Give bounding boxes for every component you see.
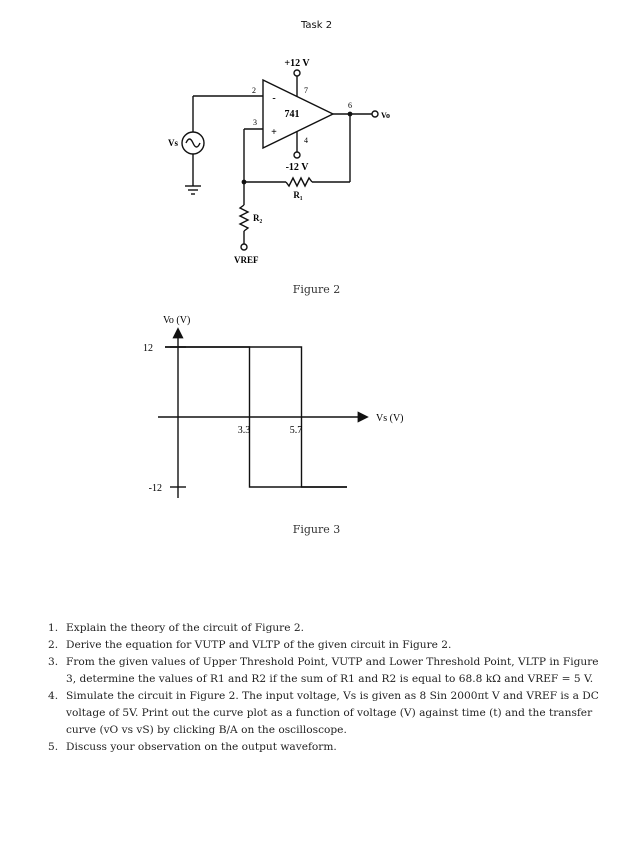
task-title: Task 2 [300,20,333,31]
pin-6-label: 6 [348,101,352,110]
question-text: From the given values of Upper Threshold Point, VUTP and Lower Threshold Point, VLTP in Figure 3, determine the values of R1 and R2 if the sum of R1 and R2 is equal to 68.8 kΩ and VREF = 5 V. [66,656,599,685]
supply-pos-terminal [294,70,300,76]
question-number: 2. [48,639,59,651]
r2-resistor [240,205,248,231]
question-list [48,620,608,756]
supply-neg-label: -12 V [285,162,309,173]
y-tick-high-label: 12 [143,343,153,354]
r2-label: R₂ [253,213,263,223]
opamp-label: 741 [284,109,300,120]
question-number: 1. [48,622,59,634]
minus-sign: - [272,93,276,104]
vs-label: Vs [168,138,179,148]
question-text: Simulate the circuit in Figure 2. The input voltage, Vs is given as 8 Sin 2000πt V and VREF is a DC voltage of 5V. Print out the curve plot as a function of voltage (V) against time (t) and the transfer curve (vO vs vS) by clicking B/A on the oscilloscope. [66,690,599,736]
question-item [48,688,608,739]
vref-label: VREF [234,255,259,265]
question-number: 4. [48,690,59,702]
x-tick-3-3-label: 3.3 [237,425,251,436]
question-text: Derive the equation for VUTP and VLTP of the given circuit in Figure 2. [66,639,452,651]
feedback-junction [242,180,247,185]
question-item [48,637,608,654]
question-item [48,654,608,688]
question-item [48,739,608,756]
supply-pos-label: +12 V [284,58,310,69]
r1-resistor [286,178,312,186]
output-junction [348,112,353,117]
question-text: Explain the theory of the circuit of Figure 2. [66,622,304,634]
r1-label: R₁ [293,190,303,200]
output-terminal [372,111,378,117]
vref-terminal [241,244,247,250]
vo-label: Vo [381,111,391,120]
figure-3-caption: Figure 3 [292,523,341,536]
pin-2-label: 2 [252,86,256,95]
figure-3-transfer-curve [0,300,633,530]
question-text: Discuss your observation on the output waveform. [66,741,337,753]
y-axis-label: Vo (V) [163,315,191,326]
x-tick-5-7-label: 5.7 [289,425,303,436]
pin-7-label: 7 [304,86,308,95]
plus-sign: + [271,127,277,138]
pin-3-label: 3 [253,118,257,127]
question-number: 5. [48,741,59,753]
pin-4-label: 4 [304,136,308,145]
x-axis-label: Vs (V) [376,413,404,424]
figure-2-schematic [0,0,633,290]
question-item [48,620,608,637]
figure-2-caption: Figure 2 [292,283,341,296]
vs-sine-symbol [186,139,200,147]
supply-neg-terminal [294,152,300,158]
question-number: 3. [48,656,59,668]
y-tick-low-label: -12 [148,483,162,494]
